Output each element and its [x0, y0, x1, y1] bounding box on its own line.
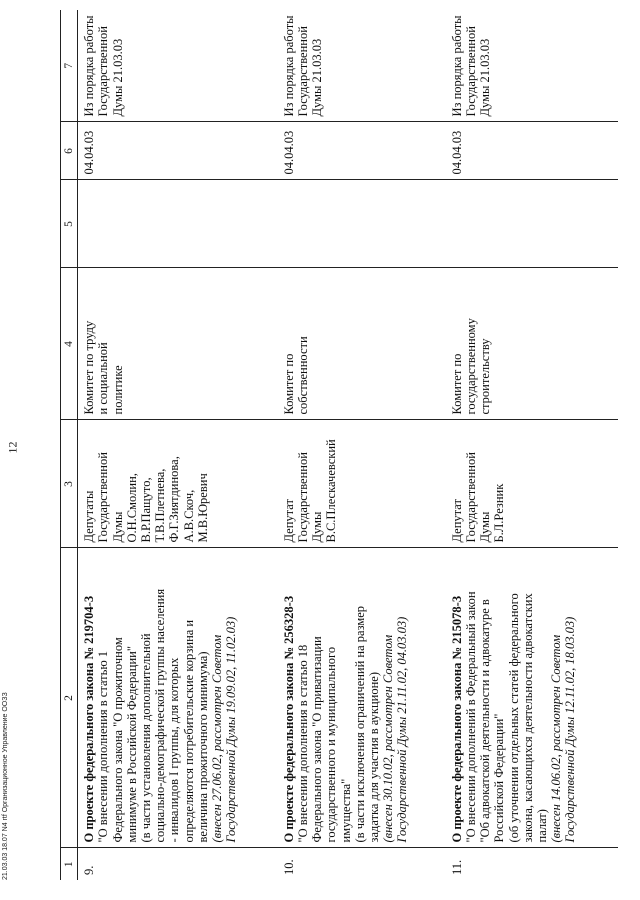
bill-text-line: О проекте федерального закона № 215078-3 — [449, 595, 464, 843]
item-number: 10. — [281, 859, 296, 875]
header-row — [61, 10, 78, 880]
bill-text-line: "О внесении дополнения в статью 1 — [96, 650, 111, 843]
bill-text-line: "О внесении дополнений в Федеральный закон — [463, 591, 478, 843]
bill-text-line: (внесен 14.06.02, рассмотрен Советом — [549, 634, 564, 843]
table-body — [61, 10, 618, 880]
author-line: О.Н.Смолин, — [124, 473, 139, 543]
committee-line: государственному — [463, 318, 478, 415]
author-line: Депутат — [281, 499, 296, 543]
item-number-cell — [278, 848, 446, 880]
bill-text-line: О проекте федерального закона № 219704-3 — [82, 595, 97, 843]
author-line: Государственной — [295, 452, 310, 543]
bill-text-line: Государственной Думы 19.09.02, 11.02.03) — [224, 616, 239, 843]
item-number-cell — [78, 848, 278, 880]
date-line: 04.04.03 — [82, 130, 97, 175]
bill-text-line: Федерального закона "О прожиточном — [110, 637, 125, 843]
author-line: А.В.Скоч, — [181, 489, 196, 543]
footer-text: 21.03.03 18.07 N4 rtf Организационное Управление ООЗЗ — [2, 692, 9, 880]
bill-description-cell — [278, 548, 446, 848]
note-cell — [278, 10, 446, 122]
column-header: 4 — [61, 268, 78, 420]
page-number: 12 — [5, 441, 20, 454]
bill-text-line: Государственной Думы 21.11.02, 04.03.03) — [395, 616, 410, 843]
bill-text-line: социально-демографической группы населения — [153, 588, 168, 843]
authors-cell — [78, 420, 278, 548]
committee-cell — [446, 268, 618, 420]
document-page — [60, 10, 620, 880]
table-row — [446, 10, 618, 880]
note-line: Из порядка работы — [449, 15, 464, 117]
committee-line: собственности — [295, 336, 310, 415]
bill-description-cell — [446, 548, 618, 848]
committee-line: Комитет по — [449, 353, 464, 415]
bill-text-line: (в части установления дополнительной — [139, 633, 154, 843]
committee-line: строительству — [478, 338, 493, 415]
bill-text-line: закона, касающихся деятельности адвокатских — [520, 593, 535, 843]
author-line: Думы — [110, 511, 125, 543]
note-line: Государственной — [295, 26, 310, 117]
date-cell — [446, 122, 618, 180]
note-line: Из порядка работы — [82, 15, 97, 117]
author-line: Депутаты — [82, 490, 97, 543]
column-header: 1 — [61, 848, 78, 880]
author-line: В.Р.Пащуто, — [139, 477, 154, 543]
note-line: Государственной — [463, 26, 478, 117]
note-cell — [446, 10, 618, 122]
column-header: 5 — [61, 180, 78, 268]
bill-text-line: (внесен 27.06.02, рассмотрен Советом — [210, 634, 225, 843]
bill-text-line: государственного и муниципального — [324, 646, 339, 843]
bill-text-line: Государственной Думы 12.11.02, 18.03.03) — [563, 616, 578, 843]
bill-text-line: "О внесении дополнения в статью 18 — [295, 644, 310, 843]
agenda-table — [60, 10, 618, 880]
note-line: Из порядка работы — [281, 15, 296, 117]
authors-cell — [446, 420, 618, 548]
committee-line: Комитет по труду — [82, 320, 97, 415]
committee-cell — [78, 268, 278, 420]
bill-text-line: О проекте федерального закона № 256328-3 — [281, 595, 296, 843]
item-number: 9. — [82, 865, 97, 875]
committee-line: Комитет по — [281, 353, 296, 415]
committee-line: и социальной — [96, 342, 111, 415]
author-line: Депутат — [449, 499, 464, 543]
committee-line: политике — [110, 365, 125, 415]
bill-text-line: (внесен 30.10.02, рассмотрен Советом — [381, 634, 396, 843]
table-row — [278, 10, 446, 880]
bill-text-line: - инвалидов I группы, для которых — [167, 657, 182, 843]
bill-text-line: (в части исключения ограничений на размер — [352, 605, 367, 843]
bill-text-line: задатка для участия в аукционе) — [366, 671, 381, 843]
column-header: 7 — [61, 10, 78, 122]
authors-cell — [278, 420, 446, 548]
note-cell — [78, 10, 278, 122]
date-cell — [78, 122, 278, 180]
date-line: 04.04.03 — [281, 130, 296, 175]
author-line: Государственной — [96, 452, 111, 543]
author-line: Ф.Г.Зиятдинова, — [167, 456, 182, 543]
bill-text-line: Российской Федерации" — [492, 713, 507, 843]
column-header: 6 — [61, 122, 78, 180]
author-line: Т.В.Плетнева, — [153, 468, 168, 543]
column-header: 3 — [61, 420, 78, 548]
bill-text-line: имущества" — [338, 778, 353, 843]
date-line: 04.04.03 — [449, 130, 464, 175]
note-line: Государственной — [96, 26, 111, 117]
note-line: Думы 21.03.03 — [310, 38, 325, 117]
bill-text-line: минимуме в Российской Федерации" — [124, 646, 139, 843]
bill-text-line: "Об адвокатской деятельности и адвокатуре в — [478, 599, 493, 843]
column-5-cell — [278, 180, 446, 268]
bill-description-cell — [78, 548, 278, 848]
committee-cell — [278, 268, 446, 420]
column-header: 2 — [61, 548, 78, 848]
author-line: Государственной — [463, 452, 478, 543]
author-line: Б.Л.Резник — [492, 483, 507, 543]
bill-text-line: (об уточнении отдельных статей федерального — [506, 593, 521, 843]
item-number-cell — [446, 848, 618, 880]
bill-text-line: величина прожиточного минимума) — [195, 651, 210, 843]
column-5-cell — [78, 180, 278, 268]
author-line: Думы — [310, 511, 325, 543]
bill-text-line: Федерального закона "О приватизации — [310, 636, 325, 843]
column-5-cell — [446, 180, 618, 268]
table-row — [78, 10, 278, 880]
note-line: Думы 21.03.03 — [478, 38, 493, 117]
bill-text-line: определяются потребительские корзина и — [181, 619, 196, 843]
item-number: 11. — [449, 859, 464, 875]
bill-text-line: палат) — [534, 809, 549, 843]
author-line: М.В.Юревич — [195, 473, 210, 543]
date-cell — [278, 122, 446, 180]
author-line: В.С.Плескачевский — [324, 439, 339, 543]
note-line: Думы 21.03.03 — [110, 38, 125, 117]
author-line: Думы — [478, 511, 493, 543]
